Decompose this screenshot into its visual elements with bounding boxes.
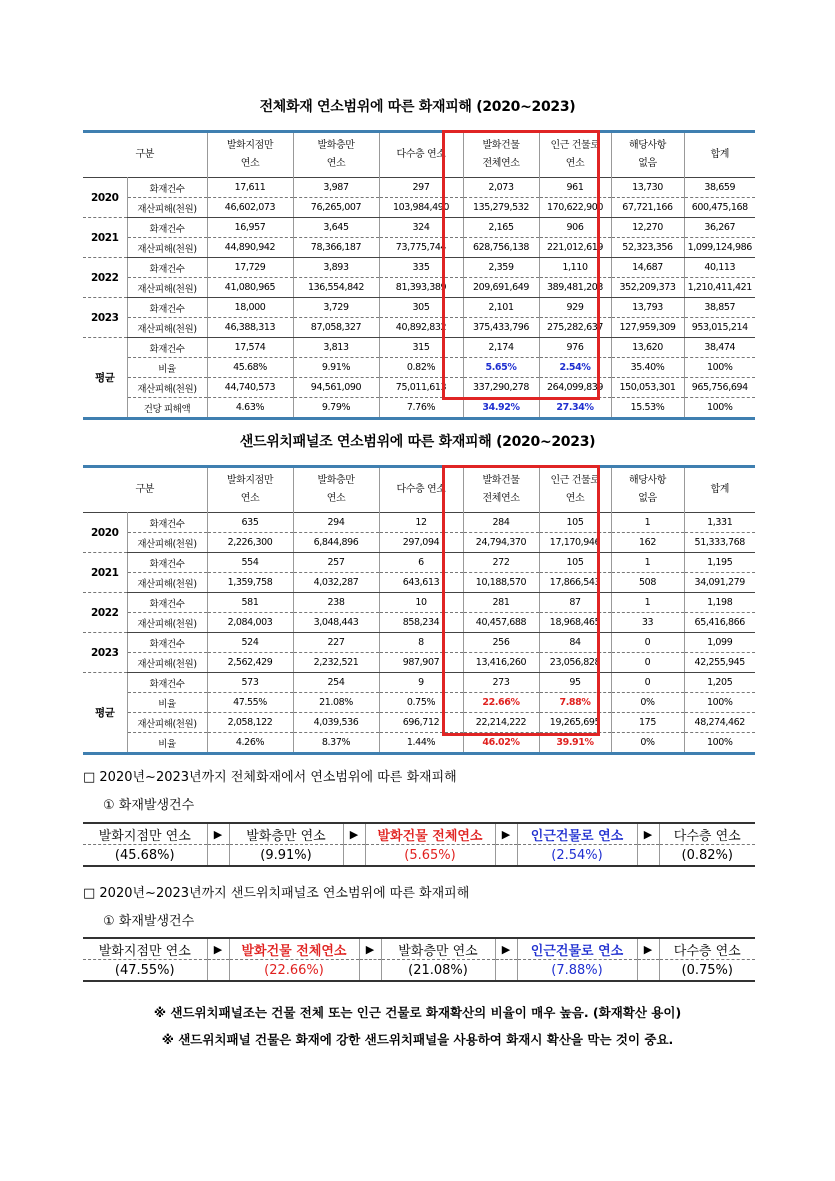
table-cell: 554 [207,553,293,573]
flow1-item2-label: 발화층만 연소 [229,823,343,845]
table-cell: 10 [379,593,463,613]
header-whole-building: 발화건물 전체연소 [463,132,539,178]
table-cell: 18,968,465 [539,613,611,633]
flow2-item1-pct: (47.55%) [83,960,207,982]
table-cell: 38,659 [684,178,755,198]
table-row [83,278,755,298]
header-nearby-building: 인근 건물로 연소 [539,467,611,513]
table2 [83,465,755,755]
table-cell: 2,174 [463,338,539,358]
table-cell: 227 [293,633,379,653]
table-cell: 2,165 [463,218,539,238]
table-cell: 2,359 [463,258,539,278]
table-cell: 127,959,309 [611,318,684,338]
row-label: 재산피해(천원) [127,318,207,338]
flow1-item2-pct: (9.91%) [229,845,343,867]
table-cell: 1,195 [684,553,755,573]
table-cell: 0.82% [379,358,463,378]
table-cell: 2,073 [463,178,539,198]
table-row [83,533,755,553]
row-label: 화재건수 [127,298,207,318]
table-cell: 3,987 [293,178,379,198]
table-cell: 105 [539,513,611,533]
table-cell: 48,274,462 [684,713,755,733]
arrow-icon: ▶ [495,938,517,960]
header-multi-floor: 다수층 연소 [379,467,463,513]
table-row [83,673,755,693]
flow1-item4-pct: (2.54%) [517,845,637,867]
table-cell: 0% [611,733,684,754]
table-cell: 100% [684,358,755,378]
table-cell: 5.65% [463,358,539,378]
table1-body [83,178,755,419]
row-label: 비율 [127,358,207,378]
table-cell: 2,562,429 [207,653,293,673]
table-cell: 6,844,896 [293,533,379,553]
row-label: 재산피해(천원) [127,278,207,298]
table-cell: 953,015,214 [684,318,755,338]
flow1-item5-pct: (0.82%) [659,845,755,867]
table-cell: 46,602,073 [207,198,293,218]
table-row [83,318,755,338]
table-cell: 40,457,688 [463,613,539,633]
table-cell: 14,687 [611,258,684,278]
table-cell: 352,209,373 [611,278,684,298]
table-cell: 40,113 [684,258,755,278]
table-cell: 4.26% [207,733,293,754]
table-cell: 75,011,613 [379,378,463,398]
table-cell: 4.63% [207,398,293,419]
table-cell: 34.92% [463,398,539,419]
flow1-item1-pct: (45.68%) [83,845,207,867]
table-row [83,378,755,398]
table-cell: 87,058,327 [293,318,379,338]
header-total: 합계 [684,132,755,178]
table-row [83,693,755,713]
table-cell: 17,574 [207,338,293,358]
table-cell: 12 [379,513,463,533]
header-not-applicable: 해당사항 없음 [611,132,684,178]
table-cell: 929 [539,298,611,318]
year-label: 2020 [83,178,127,218]
table-row [83,398,755,419]
table-cell: 3,729 [293,298,379,318]
table-row [83,298,755,318]
table-cell: 84 [539,633,611,653]
table-cell: 628,756,138 [463,238,539,258]
table2-highlight-box [442,465,600,736]
table-cell: 22,214,222 [463,713,539,733]
table-cell: 18,000 [207,298,293,318]
arrow-icon: ▶ [495,823,517,845]
row-label: 화재건수 [127,218,207,238]
table-cell: 81,393,389 [379,278,463,298]
row-label: 화재건수 [127,633,207,653]
table-cell: 100% [684,398,755,419]
note-1: ※ 샌드위치패널조는 건물 전체 또는 인근 건물로 화재확산의 비율이 매우 높음. (화재확산 용이) [153,1005,682,1020]
table-cell: 16,957 [207,218,293,238]
section2-heading: □ 2020년~2023년까지 샌드위치패널조 연소범위에 따른 화재피해 [83,886,470,901]
table-cell: 1,359,758 [207,573,293,593]
flow2-item2-label: 발화건물 전체연소 [229,938,359,960]
table1-highlight-box [442,130,600,400]
table-cell: 4,032,287 [293,573,379,593]
table-cell: 297,094 [379,533,463,553]
table-cell: 67,721,166 [611,198,684,218]
table-cell: 94,561,090 [293,378,379,398]
table-cell: 581 [207,593,293,613]
table-cell: 389,481,203 [539,278,611,298]
table-row [83,553,755,573]
table-cell: 9 [379,673,463,693]
table-row [83,713,755,733]
table-cell: 10,188,570 [463,573,539,593]
section1-heading: □ 2020년~2023년까지 전체화재에서 연소범위에 따른 화재피해 [83,770,457,785]
table-cell: 27.34% [539,398,611,419]
table-cell: 643,613 [379,573,463,593]
table-cell: 273 [463,673,539,693]
table-cell: 635 [207,513,293,533]
table-cell: 105 [539,553,611,573]
row-label: 화재건수 [127,258,207,278]
table2-title: 샌드위치패널조 연소범위에 따른 화재피해 (2020~2023) [239,434,596,450]
flow2-item3-pct: (21.08%) [381,960,495,982]
flow2-item4-pct: (7.88%) [517,960,637,982]
header-multi-floor: 다수층 연소 [379,132,463,178]
table-cell: 8.37% [293,733,379,754]
table1-header-row [83,132,755,178]
table-row [83,358,755,378]
header-origin-only: 발화지점만 연소 [207,132,293,178]
table-cell: 7.76% [379,398,463,419]
table-cell: 136,554,842 [293,278,379,298]
table-cell: 375,433,796 [463,318,539,338]
section2-flow [83,937,755,982]
table-cell: 0% [611,693,684,713]
table-cell: 858,234 [379,613,463,633]
table-cell: 297 [379,178,463,198]
header-not-applicable: 해당사항 없음 [611,467,684,513]
table-cell: 13,416,260 [463,653,539,673]
flow2-item5-label: 다수층 연소 [659,938,755,960]
flow2-item4-label: 인근건물로 연소 [517,938,637,960]
header-whole-building: 발화건물 전체연소 [463,467,539,513]
table-cell: 12,270 [611,218,684,238]
row-label: 재산피해(천원) [127,653,207,673]
table-cell: 65,416,866 [684,613,755,633]
table-cell: 3,048,443 [293,613,379,633]
year-label: 2022 [83,258,127,298]
table-cell: 335 [379,258,463,278]
row-label: 재산피해(천원) [127,533,207,553]
row-label: 건당 피해액 [127,398,207,419]
table-cell: 24,794,370 [463,533,539,553]
table-cell: 281 [463,593,539,613]
average-label: 평균 [83,673,127,754]
row-label: 화재건수 [127,513,207,533]
table-cell: 0 [611,653,684,673]
table-row [83,178,755,198]
table-cell: 257 [293,553,379,573]
note-2: ※ 샌드위치패널 건물은 화재에 강한 샌드위치패널을 사용하여 화재시 확산을 막는 것이 중요. [161,1032,674,1047]
arrow-icon: ▶ [359,938,381,960]
table-cell: 22.66% [463,693,539,713]
row-label: 화재건수 [127,338,207,358]
table2-header-row [83,467,755,513]
table-cell: 2,084,003 [207,613,293,633]
table-cell: 221,012,619 [539,238,611,258]
table-cell: 78,366,187 [293,238,379,258]
table-cell: 264,099,839 [539,378,611,398]
table-cell: 76,265,007 [293,198,379,218]
table-cell: 294 [293,513,379,533]
table-cell: 0 [611,633,684,653]
table-cell: 36,267 [684,218,755,238]
table-cell: 162 [611,533,684,553]
table-cell: 1,205 [684,673,755,693]
table-cell: 95 [539,673,611,693]
table-row [83,593,755,613]
table-cell: 324 [379,218,463,238]
table-row [83,238,755,258]
arrow-icon: ▶ [207,938,229,960]
table-cell: 45.68% [207,358,293,378]
table-cell: 39.91% [539,733,611,754]
row-label: 재산피해(천원) [127,378,207,398]
average-label: 평균 [83,338,127,419]
header-category: 구분 [135,484,155,495]
row-label: 재산피해(천원) [127,238,207,258]
table-cell: 209,691,649 [463,278,539,298]
table-cell: 1 [611,593,684,613]
table-cell: 965,756,694 [684,378,755,398]
table-cell: 103,984,490 [379,198,463,218]
table-cell: 254 [293,673,379,693]
table-cell: 51,333,768 [684,533,755,553]
table-cell: 3,645 [293,218,379,238]
table-cell: 135,279,532 [463,198,539,218]
table-cell: 17,729 [207,258,293,278]
table-cell: 47.55% [207,693,293,713]
table1-title: 전체화재 연소범위에 따른 화재피해 (2020~2023) [259,99,576,115]
table-row [83,613,755,633]
flow1-item3-pct: (5.65%) [365,845,495,867]
header-total: 합계 [684,467,755,513]
header-category: 구분 [135,149,155,160]
header-nearby-building: 인근 건물로 연소 [539,132,611,178]
year-label: 2021 [83,553,127,593]
row-label: 비율 [127,693,207,713]
table-cell: 2,101 [463,298,539,318]
table-cell: 337,290,278 [463,378,539,398]
table-cell: 8 [379,633,463,653]
table1 [83,130,755,420]
table-cell: 19,265,695 [539,713,611,733]
table-cell: 23,056,828 [539,653,611,673]
table-cell: 524 [207,633,293,653]
table-cell: 3,893 [293,258,379,278]
table-cell: 3,813 [293,338,379,358]
flow1-item3-label: 발화건물 전체연소 [365,823,495,845]
table-cell: 0.75% [379,693,463,713]
table-cell: 100% [684,693,755,713]
table-row [83,258,755,278]
table-cell: 2,058,122 [207,713,293,733]
table-row [83,513,755,533]
table-row [83,653,755,673]
table-cell: 15.53% [611,398,684,419]
table-cell: 38,474 [684,338,755,358]
table-cell: 17,170,946 [539,533,611,553]
header-floor-only: 발화층만 연소 [293,132,379,178]
table-cell: 46.02% [463,733,539,754]
table-row [83,573,755,593]
table-cell: 44,890,942 [207,238,293,258]
flow2-item1-label: 발화지점만 연소 [83,938,207,960]
flow2-item3-label: 발화층만 연소 [381,938,495,960]
row-label: 재산피해(천원) [127,573,207,593]
table-cell: 987,907 [379,653,463,673]
table-cell: 906 [539,218,611,238]
arrow-icon: ▶ [207,823,229,845]
row-label: 재산피해(천원) [127,198,207,218]
table-cell: 600,475,168 [684,198,755,218]
table-cell: 175 [611,713,684,733]
table-cell: 1,331 [684,513,755,533]
table-cell: 87 [539,593,611,613]
table-cell: 44,740,573 [207,378,293,398]
year-label: 2023 [83,298,127,338]
table-row [83,198,755,218]
table-cell: 40,892,832 [379,318,463,338]
row-label: 재산피해(천원) [127,613,207,633]
row-label: 비율 [127,733,207,754]
year-label: 2020 [83,513,127,553]
section1-subheading: ① 화재발생건수 [103,798,195,813]
arrow-icon: ▶ [343,823,365,845]
table-cell: 0 [611,673,684,693]
arrow-icon: ▶ [637,938,659,960]
table-cell: 46,388,313 [207,318,293,338]
row-label: 화재건수 [127,178,207,198]
row-label: 화재건수 [127,593,207,613]
table-cell: 41,080,965 [207,278,293,298]
table-cell: 100% [684,733,755,754]
table-cell: 38,857 [684,298,755,318]
table-cell: 305 [379,298,463,318]
table-cell: 34,091,279 [684,573,755,593]
table-cell: 508 [611,573,684,593]
table-cell: 315 [379,338,463,358]
flow1-item1-label: 발화지점만 연소 [83,823,207,845]
year-label: 2021 [83,218,127,258]
table-cell: 170,622,900 [539,198,611,218]
table-cell: 9.79% [293,398,379,419]
row-label: 화재건수 [127,553,207,573]
header-origin-only: 발화지점만 연소 [207,467,293,513]
arrow-icon: ▶ [637,823,659,845]
table-cell: 17,866,543 [539,573,611,593]
table-cell: 13,793 [611,298,684,318]
table-cell: 73,775,744 [379,238,463,258]
table-cell: 21.08% [293,693,379,713]
table-row [83,633,755,653]
row-label: 화재건수 [127,673,207,693]
table-cell: 2,232,521 [293,653,379,673]
table-cell: 272 [463,553,539,573]
section2-subheading: ① 화재발생건수 [103,914,195,929]
table-cell: 6 [379,553,463,573]
table-cell: 1,099 [684,633,755,653]
table-cell: 1,099,124,986 [684,238,755,258]
flow2-item5-pct: (0.75%) [659,960,755,982]
table-cell: 13,730 [611,178,684,198]
row-label: 재산피해(천원) [127,713,207,733]
table-cell: 42,255,945 [684,653,755,673]
table-cell: 284 [463,513,539,533]
table-cell: 1,110 [539,258,611,278]
table-cell: 238 [293,593,379,613]
table-cell: 35.40% [611,358,684,378]
table-cell: 13,620 [611,338,684,358]
table-cell: 976 [539,338,611,358]
table-cell: 17,611 [207,178,293,198]
section1-flow [83,822,755,867]
table-cell: 7.88% [539,693,611,713]
table-cell: 1 [611,553,684,573]
table-cell: 52,323,356 [611,238,684,258]
table-row [83,733,755,754]
year-label: 2023 [83,633,127,673]
table-cell: 2,226,300 [207,533,293,553]
year-label: 2022 [83,593,127,633]
table-cell: 33 [611,613,684,633]
table-cell: 150,053,301 [611,378,684,398]
table-cell: 1 [611,513,684,533]
flow1-item5-label: 다수층 연소 [659,823,755,845]
header-floor-only: 발화층만 연소 [293,467,379,513]
table-cell: 2.54% [539,358,611,378]
table-cell: 1.44% [379,733,463,754]
table-cell: 4,039,536 [293,713,379,733]
table-cell: 256 [463,633,539,653]
table-cell: 961 [539,178,611,198]
flow1-item4-label: 인근건물로 연소 [517,823,637,845]
table-cell: 1,210,411,421 [684,278,755,298]
table-cell: 9.91% [293,358,379,378]
table2-body [83,513,755,754]
table-cell: 275,282,637 [539,318,611,338]
table-cell: 696,712 [379,713,463,733]
table-row [83,218,755,238]
table-row [83,338,755,358]
flow2-item2-pct: (22.66%) [229,960,359,982]
table-cell: 573 [207,673,293,693]
table-cell: 1,198 [684,593,755,613]
